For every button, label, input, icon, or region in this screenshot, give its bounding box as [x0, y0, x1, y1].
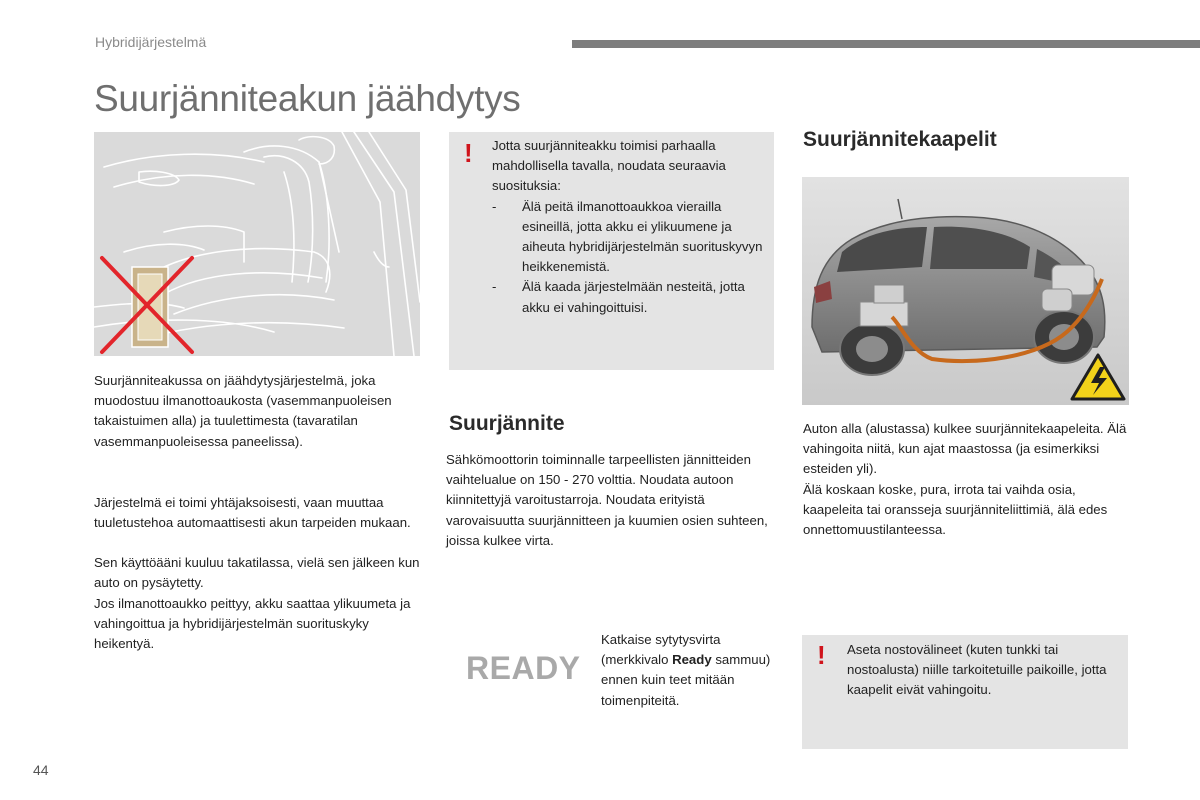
jack-warning-box [802, 635, 1128, 749]
warning-exclamation-icon: ! [464, 138, 473, 168]
warning-item-1: - Älä peitä ilmanottoaukkoa vierailla esineillä, jotta akku ei ylikuumene ja aiheuta hybridijärjestelmän suorituskyvyn heikkenemistä. [492, 198, 763, 275]
cables-heading: Suurjännitekaapelit [803, 128, 997, 151]
warning-item-2: - Älä kaada järjestelmään nesteitä, jotta akku ei vahingoittuisi. [492, 279, 745, 315]
warning-exclamation-icon: ! [817, 640, 826, 670]
warning-intro: Jotta suurjänniteakku toimisi parhaalla mahdollisella tavalla, noudata seuraavia suosituksia: [492, 138, 726, 194]
battery-warning-box [449, 132, 774, 370]
cooling-paragraph-3: Sen käyttöääni kuuluu takatilassa, vielä sen jälkeen kun auto on pysäytetty. [94, 555, 420, 591]
cooling-paragraph-2: Järjestelmä ei toimi yhtäjaksoisesti, vaan muuttaa tuuletustehoa automaattisesti akun tarpeiden mukaan. [94, 495, 411, 531]
page-number: 44 [33, 762, 49, 778]
car-cable-drawing [802, 177, 1129, 405]
jack-warning-text: Aseta nostovälineet (kuten tunkki tai nostoalusta) niille tarkoitetuille paikoille, jotta kaapelit eivät vahingoitu. [847, 642, 1107, 698]
cables-paragraph-1: Auton alla (alustassa) kulkee suurjännitekaapeleita. Älä vahingoita niitä, kun ajat maastossa (ja esimerkiksi esteiden yli). [803, 421, 1127, 477]
rear-seat-drawing [94, 132, 420, 356]
ready-indicator: READY [466, 650, 581, 686]
section-label: Hybridijärjestelmä [95, 34, 207, 50]
high-voltage-heading: Suurjännite [449, 412, 565, 435]
page-title: Suurjänniteakun jäähdytys [94, 78, 521, 119]
high-voltage-text: Sähkömoottorin toiminnalle tarpeellisten jännitteiden vaihtelualue on 150 - 270 volttia. Noudata autoon kiinnitettyjä varoitustarroja. Noudata erityistä varovaisuutta suurjännitteen ja kuumien osien suhteen, joissa kulkee virta. [446, 452, 768, 548]
cooling-paragraph-4: Jos ilmanottoaukko peittyy, akku saattaa ylikuumeta ja vahingoittua ja hybridijärjestelmän suorituskyky heikentyä. [94, 596, 411, 652]
rear-seat-illustration [94, 132, 420, 356]
cables-paragraph-2: Älä koskaan koske, pura, irrota tai vaihda osia, kaapeleita tai oransseja suurjänniteliittimiä, älä edes onnettomuustilanteessa. [803, 482, 1108, 538]
ready-label: Ready [672, 652, 712, 668]
car-cable-illustration [802, 177, 1129, 405]
cooling-paragraph-1: Suurjänniteakussa on jäähdytysjärjestelmä, joka muodostuu ilmanottoaukosta (vasemmanpuoleisen takaistuimen alla) ja tuulettimesta (tavaratilan vasemmanpuoleisessa paneelissa). [94, 373, 392, 449]
ready-instruction: Katkaise sytytysvirta (merkkivalo Ready sammuu) ennen kuin teet mitään toimenpiteitä. [601, 632, 771, 708]
header-bar [572, 40, 1200, 48]
